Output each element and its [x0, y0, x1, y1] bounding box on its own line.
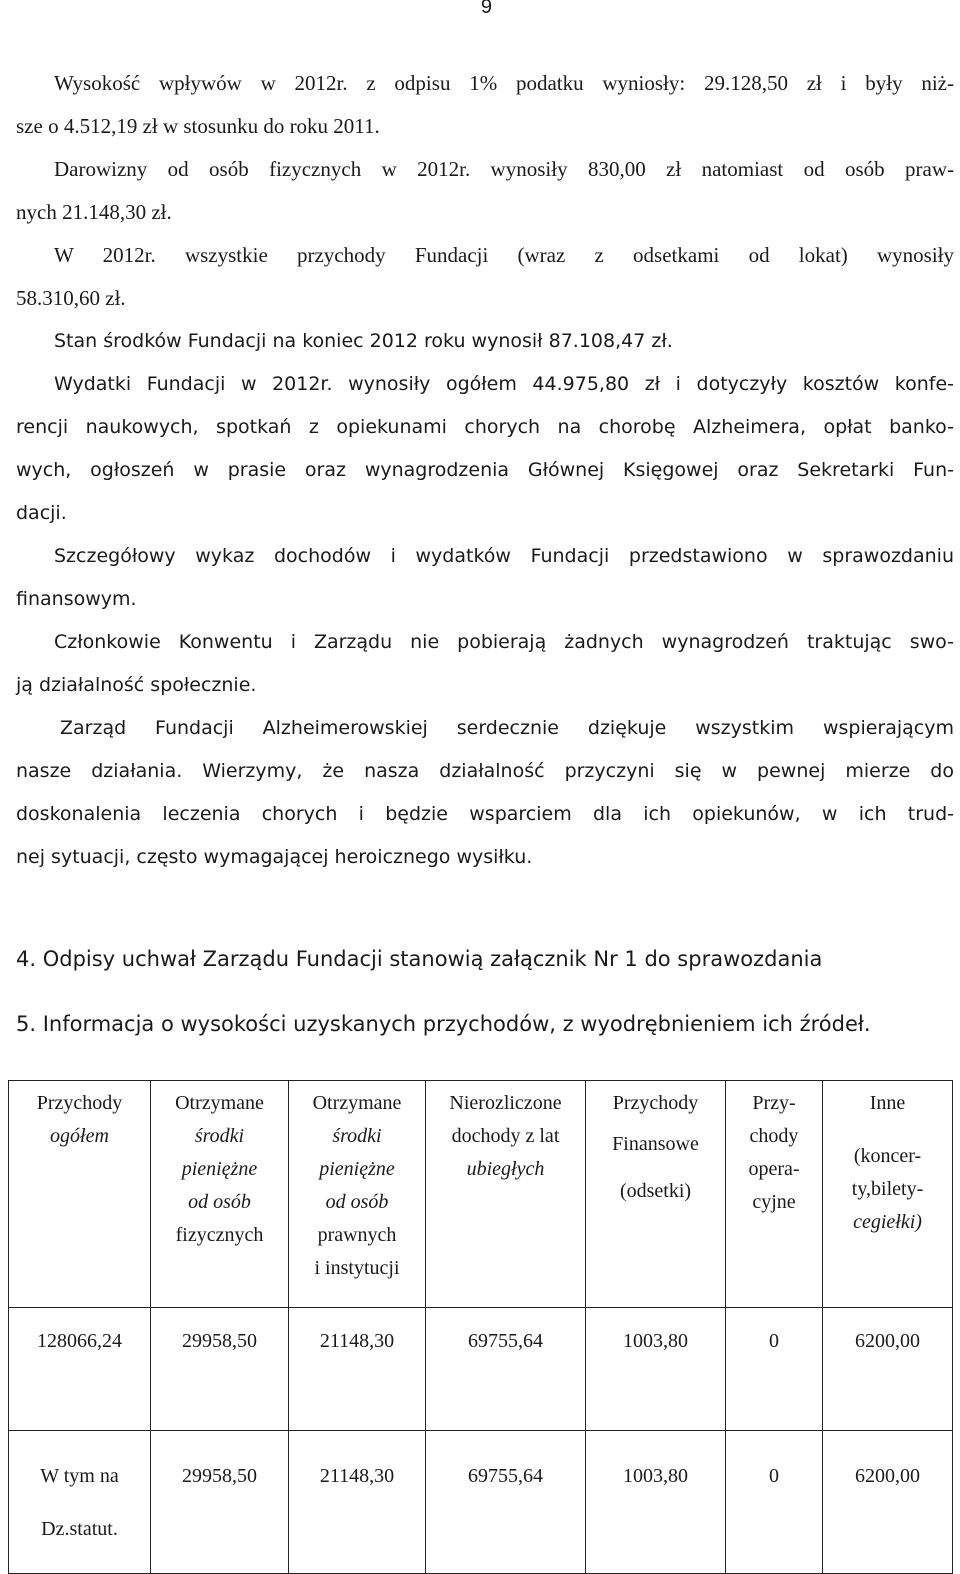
table-row	[9, 1431, 953, 1574]
table-row	[9, 1308, 953, 1431]
table-cell: 29958,50	[151, 1308, 289, 1431]
section-5-heading: 5. Informacja o wysokości uzyskanych przychodów, z wyodrębnieniem ich źródeł.	[16, 1012, 871, 1036]
table-cell: 1003,80	[586, 1308, 726, 1431]
table-cell: 21148,30	[289, 1431, 426, 1574]
table-cell: 29958,50	[151, 1431, 289, 1574]
table-header-row	[9, 1081, 953, 1308]
text-line: nasze działania. Wierzymy, że nasza działalność przyczyni się w pewnej mierze do	[16, 760, 954, 782]
paragraph-2	[16, 148, 954, 234]
table-cell: 6200,00	[823, 1308, 953, 1431]
section-4-heading: 4. Odpisy uchwał Zarządu Fundacji stanowią załącznik Nr 1 do sprawozdania	[16, 947, 823, 971]
header-cell: Inne (koncer- ty,bilety- cegiełki)	[823, 1081, 953, 1308]
paragraph-6	[16, 535, 954, 621]
table-cell: 0	[726, 1431, 823, 1574]
text-line: Stan środków Fundacji na koniec 2012 roku wynosił 87.108,47 zł.	[54, 330, 673, 352]
income-table	[8, 1080, 953, 1574]
header-cell: Przychody ogółem	[9, 1081, 151, 1308]
header-cell: Nierozliczone dochody z lat ubiegłych	[426, 1081, 586, 1308]
header-cell: Przy- chody opera- cyjne	[726, 1081, 823, 1308]
table-cell: 128066,24	[9, 1308, 151, 1431]
table-cell: W tym na Dz.statut.	[9, 1431, 151, 1574]
paragraph-8	[16, 707, 954, 879]
text-line: Wysokość wpływów w 2012r. z odpisu 1% podatku wyniosły: 29.128,50 zł i były niż-	[54, 71, 954, 95]
text-line: Członkowie Konwentu i Zarządu nie pobierają żadnych wynagrodzeń traktując swo-	[54, 631, 954, 653]
text-line: nej sytuacji, często wymagającej heroicznego wysiłku.	[16, 846, 533, 868]
text-line: finansowym.	[16, 588, 137, 610]
text-line: doskonalenia leczenia chorych i będzie wsparciem dla ich opiekunów, w ich trud-	[16, 803, 954, 825]
text-line: nych 21.148,30 zł.	[16, 200, 172, 224]
header-cell: Otrzymane środki pieniężne od osób fizycznych	[151, 1081, 289, 1308]
text-line: dacji.	[16, 502, 67, 524]
paragraph-5	[16, 363, 954, 535]
text-line: Zarząd Fundacji Alzheimerowskiej serdecznie dziękuje wszystkim wspierającym	[60, 717, 954, 739]
text-line: sze o 4.512,19 zł w stosunku do roku 2011.	[16, 114, 380, 138]
table-cell: 69755,64	[426, 1308, 586, 1431]
table-cell: 6200,00	[823, 1431, 953, 1574]
paragraph-7	[16, 621, 954, 707]
header-cell: Otrzymane środki pieniężne od osób prawnych i instytucji	[289, 1081, 426, 1308]
header-cell: Przychody Finansowe (odsetki)	[586, 1081, 726, 1308]
paragraph-3	[16, 234, 954, 320]
text-line: Darowizny od osób fizycznych w 2012r. wynosiły 830,00 zł natomiast od osób praw-	[54, 157, 954, 181]
table-cell: 21148,30	[289, 1308, 426, 1431]
table-cell: 69755,64	[426, 1431, 586, 1574]
text-line: wych, ogłoszeń w prasie oraz wynagrodzenia Głównej Księgowej oraz Sekretarki Fun-	[16, 459, 954, 481]
text-line: W 2012r. wszystkie przychody Fundacji (wraz z odsetkami od lokat) wynosiły	[54, 243, 954, 267]
text-line: Wydatki Fundacji w 2012r. wynosiły ogółem 44.975,80 zł i dotyczyły kosztów konfe-	[54, 373, 954, 395]
text-line: 58.310,60 zł.	[16, 286, 126, 310]
paragraph-4	[16, 320, 954, 363]
text-line: ją działalność społecznie.	[16, 674, 257, 696]
table-cell: 1003,80	[586, 1431, 726, 1574]
text-line: rencji naukowych, spotkań z opiekunami chorych na chorobę Alzheimera, opłat banko-	[16, 416, 954, 438]
paragraph-1	[16, 62, 954, 148]
table-cell: 0	[726, 1308, 823, 1431]
text-line: Szczegółowy wykaz dochodów i wydatków Fundacji przedstawiono w sprawozdaniu	[54, 545, 954, 567]
page-number: 9	[480, 0, 492, 18]
